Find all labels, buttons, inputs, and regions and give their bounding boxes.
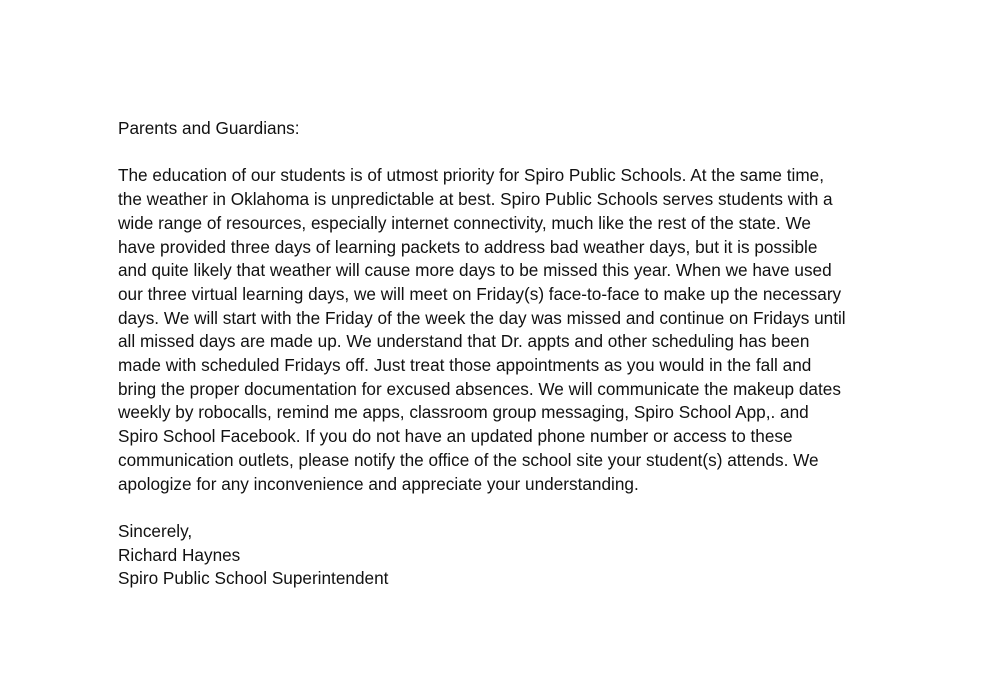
body-line: have provided three days of learning packets to address bad weather days, but it is possible (118, 236, 818, 257)
body-line: communication outlets, please notify the office of the school site your student(s) attends. We (118, 449, 819, 470)
signature-block (118, 520, 888, 591)
body-line: days. We will start with the Friday of the week the day was missed and continue on Fridays until (118, 307, 846, 328)
signer-title: Spiro Public School Superintendent (118, 568, 389, 589)
body-line: Spiro School Facebook. If you do not have an updated phone number or access to these (118, 426, 793, 447)
body-line: The education of our students is of utmost priority for Spiro Public Schools. At the same time, (118, 165, 824, 186)
body-line: all missed days are made up. We understand that Dr. appts and other scheduling has been (118, 331, 810, 352)
body-paragraph (118, 164, 888, 496)
body-line: our three virtual learning days, we will meet on Friday(s) face-to-face to make up the necessary (118, 283, 842, 304)
body-line: made with scheduled Fridays off. Just treat those appointments as you would in the fall and (118, 355, 812, 376)
body-line: the weather in Oklahoma is unpredictable at best. Spiro Public Schools serves students with a (118, 189, 833, 210)
signer-name: Richard Haynes (118, 544, 241, 565)
closing: Sincerely, (118, 520, 193, 541)
letter (118, 117, 888, 591)
greeting: Parents and Guardians: (118, 118, 300, 138)
body-line: weekly by robocalls, remind me apps, classroom group messaging, Spiro School App,. and (118, 402, 809, 423)
body-line: and quite likely that weather will cause more days to be missed this year. When we have used (118, 260, 832, 281)
body-line: apologize for any inconvenience and appreciate your understanding. (118, 473, 639, 494)
body-line: wide range of resources, especially internet connectivity, much like the rest of the state. We (118, 212, 811, 233)
body-line: bring the proper documentation for excused absences. We will communicate the makeup dates (118, 378, 841, 399)
